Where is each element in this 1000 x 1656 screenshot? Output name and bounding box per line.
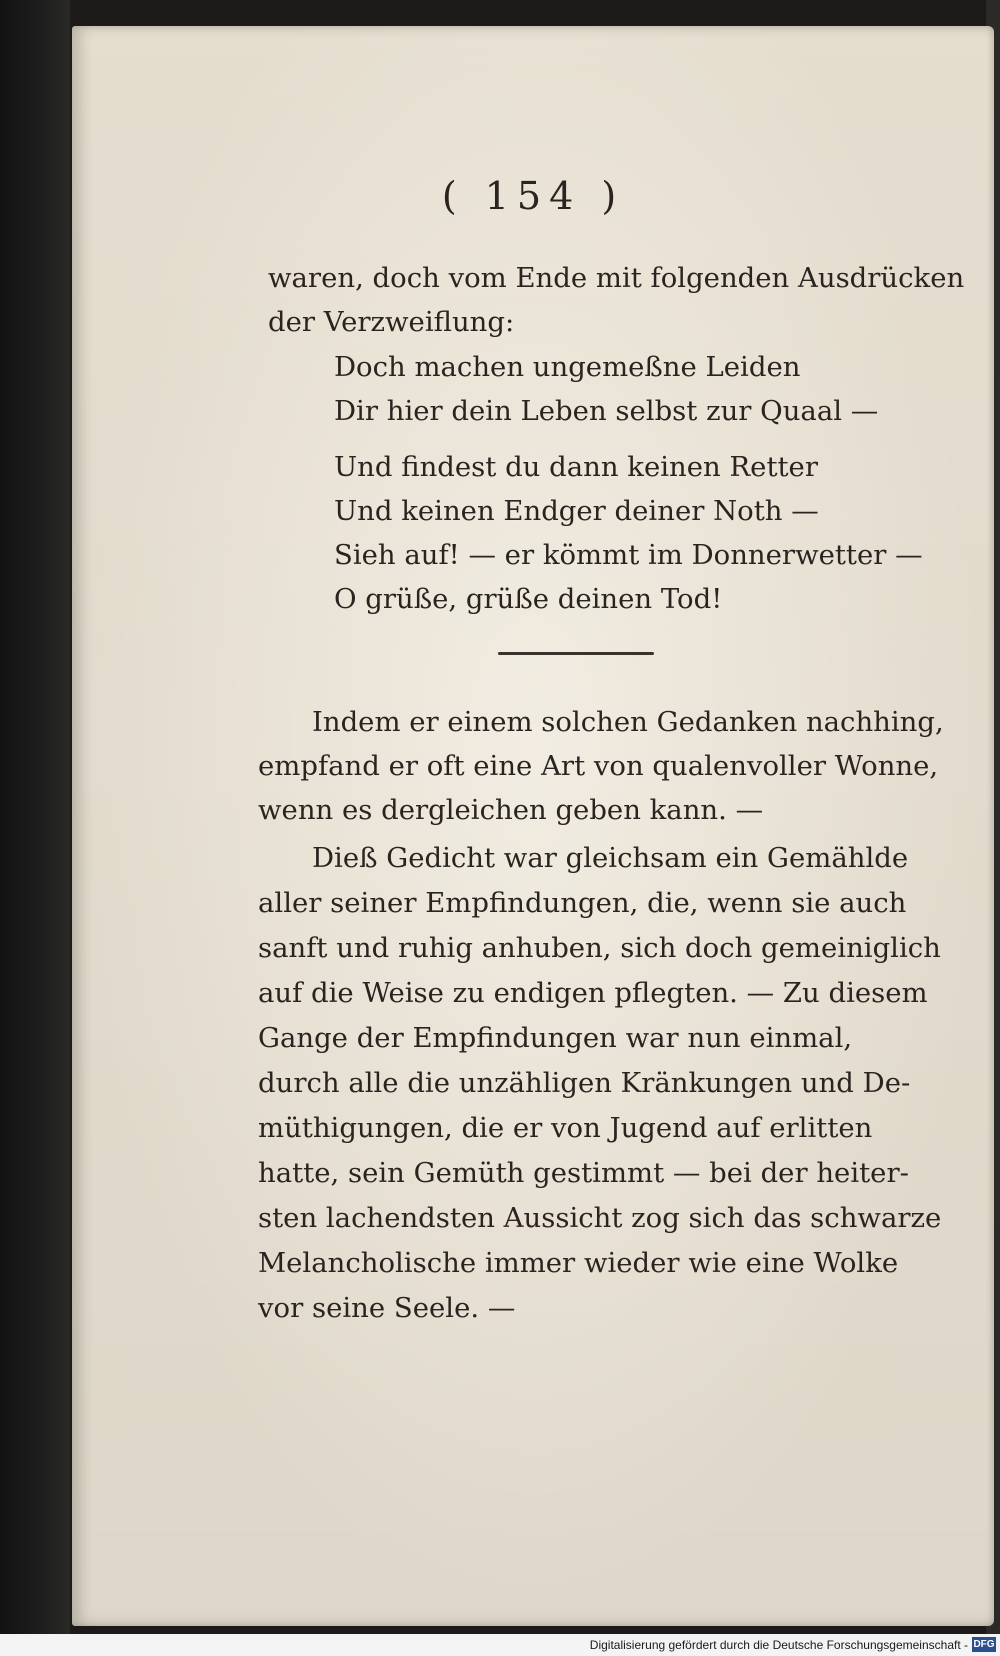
- book-binding-left: [0, 0, 70, 1656]
- paragraph-line: durch alle die unzähligen Kränkungen und De-: [258, 1067, 911, 1099]
- verse-line: Und keinen Endger deiner Noth —: [334, 495, 819, 527]
- paragraph-line: Gange der Empfindungen war nun einmal,: [258, 1022, 853, 1054]
- paragraph-line: sten lachendsten Aussicht zog sich das schwarze: [258, 1202, 942, 1234]
- page-number: ( 154 ): [441, 174, 625, 218]
- paragraph-line: aller seiner Empfindungen, die, wenn sie auch: [258, 887, 907, 919]
- verse-line: O grüße, grüße deinen Tod!: [334, 583, 723, 615]
- section-divider: [498, 652, 654, 655]
- paragraph-line: hatte, sein Gemüth gestimmt — bei der heiter-: [258, 1157, 909, 1189]
- paragraph-line: Indem er einem solchen Gedanken nachhing,: [312, 706, 944, 738]
- verse-line: Und findest du dann keinen Retter: [334, 451, 818, 483]
- paragraph-line: Dieß Gedicht war gleichsam ein Gemählde: [312, 842, 909, 874]
- paragraph-line: empfand er oft eine Art von qualenvoller Wonne,: [258, 750, 939, 782]
- paragraph-line: wenn es dergleichen geben kann. —: [258, 794, 764, 826]
- verse-line: Dir hier dein Leben selbst zur Quaal —: [334, 395, 879, 427]
- text-line: waren, doch vom Ende mit folgenden Ausdrücken: [268, 262, 965, 294]
- text-line: der Verzweiflung:: [268, 306, 515, 338]
- verse-line: Sieh auf! — er kömmt im Donnerwetter —: [334, 539, 923, 571]
- paragraph-line: vor seine Seele. —: [258, 1292, 516, 1324]
- paragraph-line: auf die Weise zu endigen pflegten. — Zu diesem: [258, 977, 928, 1009]
- paragraph-line: sanft und ruhig anhuben, sich doch gemeiniglich: [258, 932, 941, 964]
- dfg-logo: DFG: [973, 1639, 995, 1650]
- verse-line: Doch machen ungemeßne Leiden: [334, 351, 801, 383]
- book-page: [72, 26, 994, 1626]
- paragraph-line: müthigungen, die er von Jugend auf erlitten: [258, 1112, 873, 1144]
- footer-credit: Digitalisierung gefördert durch die Deutsche Forschungsgemeinschaft -: [589, 1638, 968, 1652]
- paragraph-line: Melancholische immer wieder wie eine Wolke: [258, 1247, 899, 1279]
